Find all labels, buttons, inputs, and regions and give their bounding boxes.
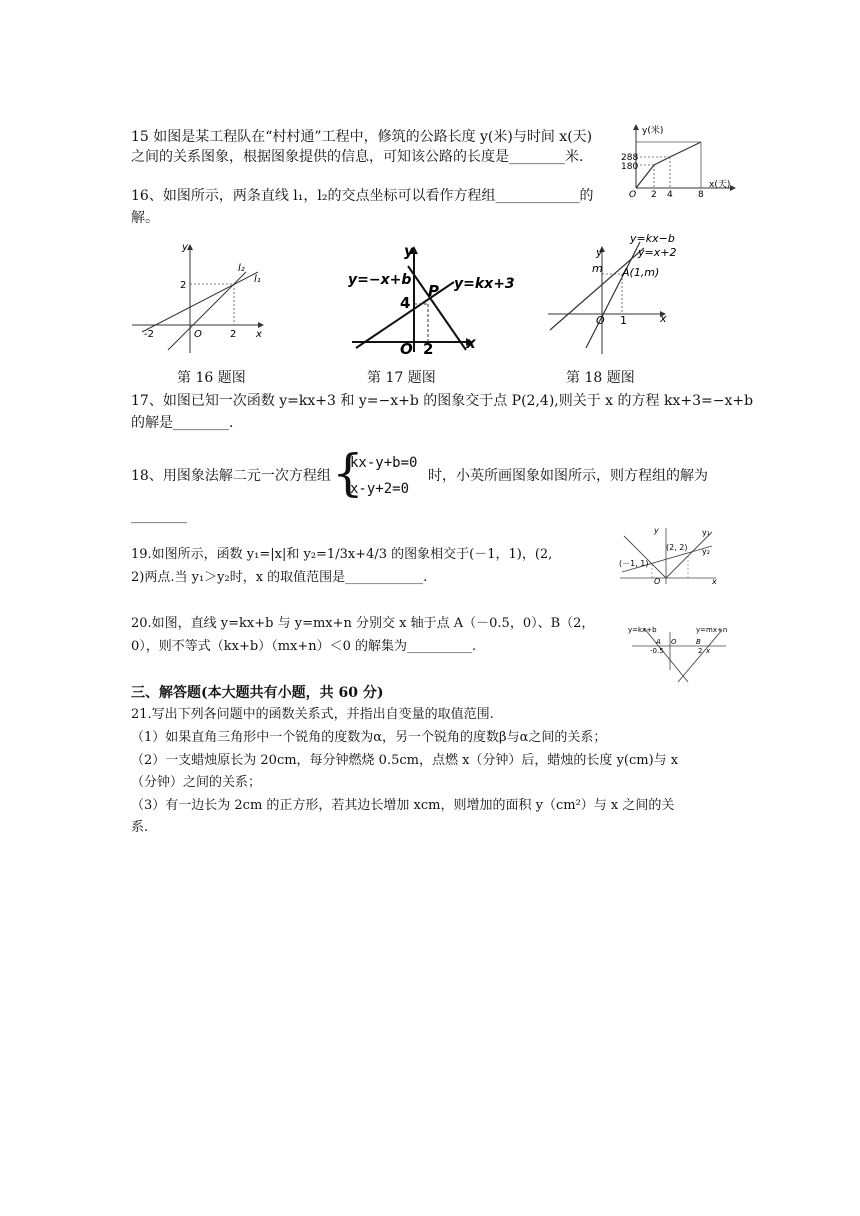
- q15-tick-4: 4: [667, 190, 673, 200]
- q15-tick-180: 180: [621, 162, 639, 172]
- fig18-x-label: x: [660, 312, 667, 325]
- fig18-m: m: [592, 262, 603, 275]
- section-title: 三、解答题(本大题共有小题，共 60 分): [131, 685, 384, 701]
- q20-origin: O: [671, 638, 677, 646]
- fig17-tick-2: 2: [423, 340, 434, 358]
- q19-origin: O: [654, 577, 661, 586]
- fig18-graph: [544, 228, 676, 358]
- fig17-caption: 第 17 题图: [367, 370, 436, 386]
- fig17-graph: [344, 240, 515, 360]
- q15-line1: 15 如图是某工程队在“村村通”工程中，修筑的公路长度 y(米)与时间 x(天): [131, 129, 593, 145]
- q18-blank: ________: [131, 508, 187, 524]
- q17-line2: 的解是________.: [131, 415, 234, 431]
- fig17-y-label: y: [404, 242, 414, 260]
- q20-tick-m05: -0.5: [650, 647, 664, 655]
- fig16-caption: 第 16 题图: [177, 370, 246, 386]
- q18-eq1: kx-y+b=0: [350, 455, 418, 471]
- q15-line2: 之间的关系图象，根据图象提供的信息，可知该公路的长度是________米.: [131, 149, 584, 165]
- q18-eq2: x-y+2=0: [350, 481, 410, 497]
- q20-line2: 0），则不等式（kx+b）（mx+n）＜0 的解集为__________.: [131, 639, 477, 654]
- q18-brace: {: [332, 444, 364, 502]
- q21-part2a: （2）一支蜡烛原长为 20cm，每分钟燃烧 0.5cm，点燃 x（分钟）后，蜡烛的长度 y(cm)与 x: [131, 753, 679, 768]
- q15-tick-2: 2: [651, 190, 657, 200]
- q15-graph: [618, 122, 740, 198]
- q19-point-m11: (－1, 1): [619, 559, 649, 568]
- q15-tick-8: 8: [698, 190, 704, 200]
- q18-prefix: 18、用图象法解二元一次方程组: [131, 468, 331, 484]
- fig17-eq1: y=−x+b: [348, 272, 412, 288]
- q15-origin: O: [629, 190, 637, 200]
- q16-line2: 解。: [131, 210, 159, 226]
- fig16-tick-x2: 2: [230, 329, 237, 340]
- q21-part1: （1）如果直角三角形中一个锐角的度数为α，另一个锐角的度数β与α之间的关系；: [131, 730, 607, 745]
- fig18-caption: 第 18 题图: [566, 370, 635, 386]
- fig18-y-label: y: [596, 246, 603, 259]
- q15-tick-288: 288: [621, 153, 639, 163]
- q21-part3a: （3）有一边长为 2cm 的正方形，若其边长增加 xcm，则增加的面积 y（cm²）与 x 之间的关: [131, 798, 675, 813]
- q20-eq2: y=mx+n: [696, 626, 728, 634]
- fig16-l1: l₁: [254, 274, 261, 285]
- fig17-point-p: P: [428, 282, 439, 300]
- q16-line1: 16、如图所示，两条直线 l₁，l₂的交点坐标可以看作方程组____________的: [131, 188, 594, 204]
- fig16-l2: l₂: [238, 263, 245, 274]
- q20-x-label: x: [706, 647, 711, 655]
- q19-line1: 19.如图所示，函数 y₁=|x|和 y₂=1/3x+4/3 的图象相交于(－1，1)，(2,: [131, 547, 553, 562]
- fig16-x-label: x: [256, 329, 262, 340]
- fig17-origin: O: [400, 340, 413, 358]
- q20-point-a: A: [656, 638, 661, 646]
- q20-line1: 20.如图，直线 y=kx+b 与 y=mx+n 分别交 x 轴于点 A（－0.5，0）、B（2，: [131, 616, 595, 631]
- fig16-tick-y2: 2: [180, 280, 187, 291]
- q19-x-label: x: [712, 577, 717, 586]
- q15-x-label: x(天): [709, 180, 731, 190]
- fig17-x-label: x: [466, 334, 476, 352]
- q19-point-22: (2, 2): [666, 543, 688, 552]
- fig18-eq1: y=kx−b: [630, 232, 675, 245]
- fig17-eq2: y=kx+3: [454, 276, 515, 292]
- q19-y2: y₂: [702, 547, 710, 556]
- q21-part3b: 系.: [131, 820, 149, 835]
- fig16-tick-xm2: -2: [144, 329, 154, 340]
- fig17-tick-4: 4: [400, 294, 411, 312]
- fig16-origin: O: [194, 329, 202, 340]
- q19-graph: [616, 524, 724, 586]
- q19-y1: y₁: [702, 528, 710, 537]
- q20-point-b: B: [696, 638, 701, 646]
- q20-eq1: y=kx+b: [628, 626, 657, 634]
- q19-y-label: y: [654, 526, 659, 535]
- fig16-y-label: y: [182, 242, 188, 253]
- fig16-graph: [128, 238, 268, 358]
- q21-part2b: （分钟）之间的关系；: [131, 775, 262, 790]
- q18-suffix: 时，小英所画图象如图所示，则方程组的解为: [428, 468, 708, 484]
- fig18-point-a: A(1,m): [622, 266, 660, 279]
- q15-y-label: y(米): [642, 126, 664, 136]
- q19-line2: 2)两点.当 y₁＞y₂时，x 的取值范围是____________.: [131, 570, 428, 585]
- fig18-tick-1: 1: [620, 314, 627, 327]
- fig18-eq2: y=x+2: [638, 246, 677, 259]
- q20-graph: [626, 620, 732, 686]
- q20-tick-2: 2: [698, 647, 703, 655]
- fig18-origin: O: [596, 314, 605, 327]
- q17-line1: 17、如图已知一次函数 y=kx+3 和 y=−x+b 的图象交于点 P(2,4),则关于 x 的方程 kx+3=−x+b: [131, 393, 754, 409]
- q21-intro: 21.写出下列各问题中的函数关系式，并指出自变量的取值范围.: [131, 707, 494, 722]
